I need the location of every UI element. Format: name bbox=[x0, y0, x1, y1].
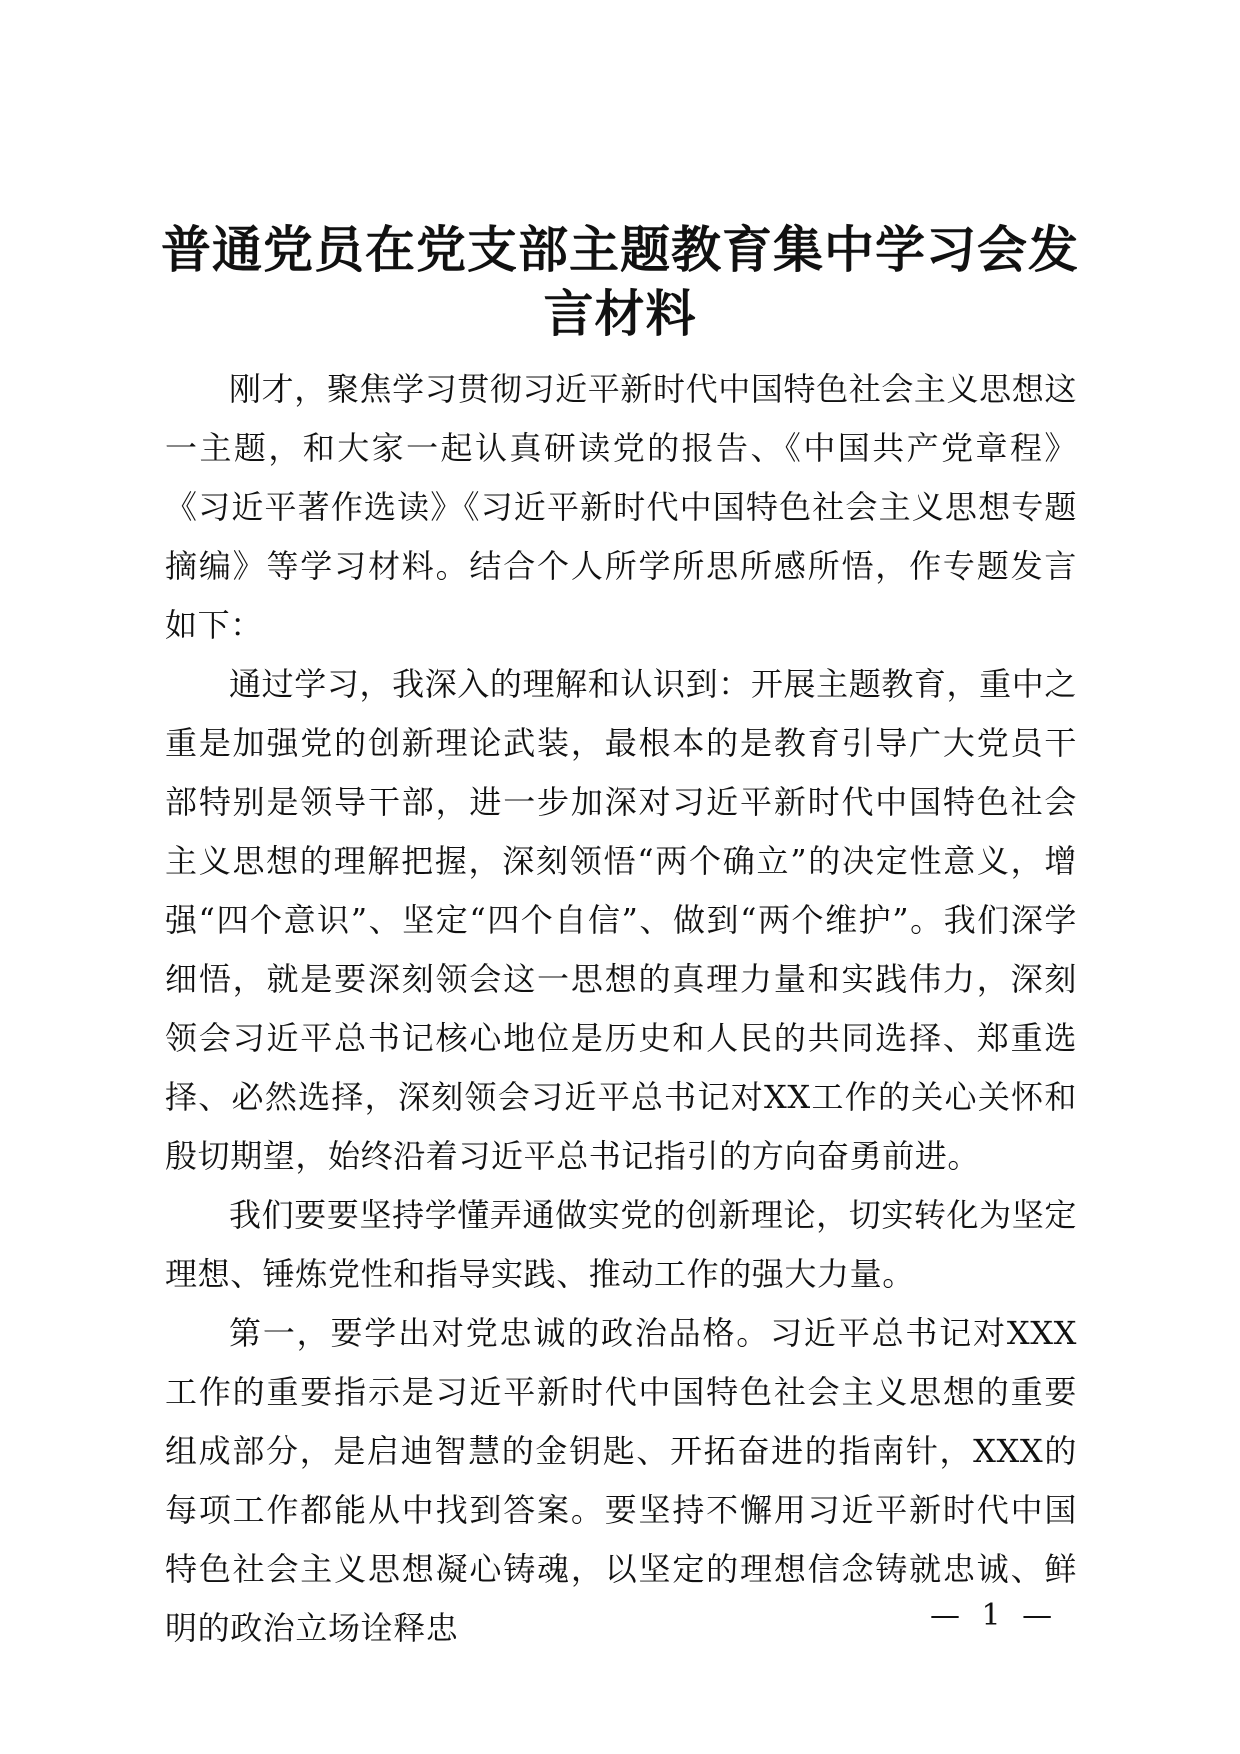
document-title: 普通党员在党支部主题教育集中学习会发言材料 bbox=[161, 220, 1079, 343]
paragraph-understanding: 通过学习，我深入的理解和认识到：开展主题教育，重中之重是加强党的创新理论武装，最根本的是教育引导广大党员干部特别是领导干部，进一步加深对习近平新时代中国特色社会主义思想的理解把握，深刻领悟“两个确立”的决定性意义，增强“四个意识”、坚定“四个自信”、做到“两个维护”。我们深学细悟，就是要深刻领会这一思想的真理力量和实践伟力，深刻领会习近平总书记核心地位是历史和人民的共同选择、郑重选择、必然选择，深刻领会习近平总书记对XX工作的关心关怀和殷切期望，始终沿着习近平总书记指引的方向奋勇前进。 bbox=[165, 665, 1077, 1175]
page-number: — 1 — bbox=[930, 1598, 1059, 1633]
paragraph-intro: 刚才，聚焦学习贯彻习近平新时代中国特色社会主义思想这一主题，和大家一起认真研读党的报告、《中国共产党章程》《习近平著作选读》《习近平新时代中国特色社会主义思想专题摘编》等学习材料。结合个人所学所思所感所悟，作专题发言如下： bbox=[165, 370, 1077, 644]
paragraph-first-point: 第一，要学出对党忠诚的政治品格。习近平总书记对XXX工作的重要指示是习近平新时代中国特色社会主义思想的重要组成部分，是启迪智慧的金钥匙、开拓奋进的指南针，XXX的每项工作都能从中找到答案。要坚持不懈用习近平新时代中国特色社会主义思想凝心铸魂，以坚定的理想信念铸就忠诚、鲜明的政治立场诠释忠 bbox=[165, 1314, 1077, 1647]
document-body bbox=[165, 360, 1077, 1658]
paragraph-commitment: 我们要要坚持学懂弄通做实党的创新理论，切实转化为坚定理想、锤炼党性和指导实践、推动工作的强大力量。 bbox=[165, 1196, 1077, 1293]
